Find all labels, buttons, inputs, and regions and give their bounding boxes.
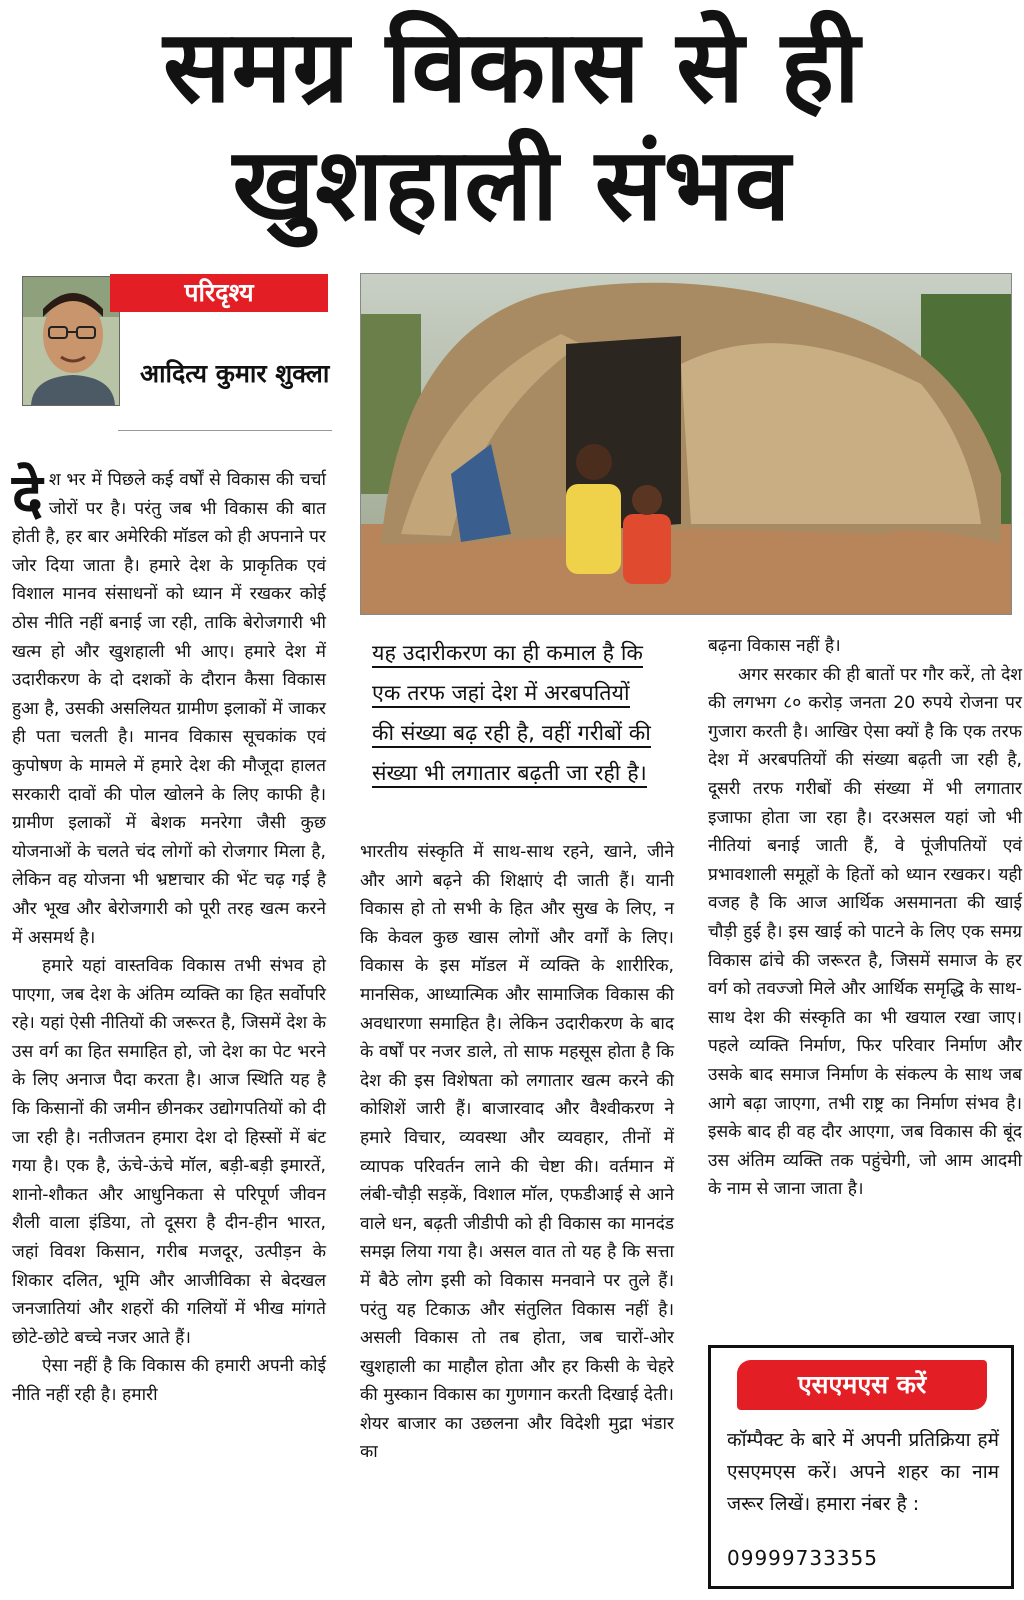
- byline-divider: [118, 430, 332, 431]
- article-photo: [360, 273, 1012, 615]
- section-tag: परिदृश्य: [110, 274, 328, 312]
- article-paragraph: अगर सरकार की ही बातों पर गौर करें, तो देश की लगभग ८० करोड़ जनता 20 रुपये रोजना पर गुजारा करती है। आखिर ऐसा क्यों है कि एक तरफ देश में अरबपतियों की संख्या बढ़ती जा रही है, दूसरी तरफ गरीबों की संख्या में भी लगातार इजाफा होता जा रहा है। दरअसल यहां जो भी नीतियां बनाई जाती हैं, वे पूंजीपतियों एवं प्रभावशाली समूहों के हितों को ध्यान रखकर। यही वजह है कि आज आर्थिक असमानता की खाई चौड़ी हुई है। इस खाई को पाटने के लिए एक समग्र विकास ढांचे की जरूरत है, जिसमें समाज के हर वर्ग को तवज्जो मिले और आर्थिक समृद्धि के साथ-साथ देश की संस्कृति का भी खयाल रखा जाए। पहले व्यक्ति निर्माण, फिर परिवार निर्माण और उसके बाद समाज निर्माण के संकल्प के साथ जब आगे बढ़ा जाएगा, तभी राष्ट्र का निर्माण संभव है। इसके बाद ही वह दौर आएगा, जब विकास की बूंद उस अंतिम व्यक्ति तक पहुंचेगी, जो आम आदमी के नाम से जाना जाता है।: [708, 664, 1022, 1200]
- article-paragraph: ऐसा नहीं है कि विकास की हमारी अपनी कोई नीति नहीं रही है। हमारी: [12, 1356, 326, 1405]
- headline-line-1: समग्र विकास से ही: [163, 8, 861, 125]
- sms-number: 09999733355: [727, 1546, 878, 1570]
- author-photo: [22, 276, 120, 406]
- sms-box-body: कॉम्पैक्ट के बारे में अपनी प्रतिक्रिया हमें एसएमएस करें। अपने शहर का नाम जरूर लिखें। हमारा नंबर है :: [727, 1429, 999, 1515]
- article-paragraph: हमारे यहां वास्तविक विकास तभी संभव हो पाएगा, जब देश के अंतिम व्यक्ति का हित सर्वोपरि रहे। यहां ऐसी नीतियों की जरूरत है, जिसमें देश के उस वर्ग का हित समाहित हो, जो देश का पेट भरने के लिए अनाज पैदा करता है। आज स्थिति यह है कि किसानों की जमीन छीनकर उद्योगपतियों को दी जा रही है। नतीजतन हमारा देश दो हिस्सों में बंट गया है। एक है, ऊंचे-ऊंचे मॉल, बड़ी-बड़ी इमारतें, शानो-शौकत और आधुनिकता से परिपूर्ण जीवन शैली वाला इंडिया, तो दूसरा है दीन-हीन भारत, जहां विवश किसान, गरीब मजदूर, उत्पीड़न के शिकार दलित, भूमि और आजीविका से बेदखल जनजातियां और शहरों की गलियों में भीख मांगते छोटे-छोटे बच्चे नजर आते हैं।: [12, 956, 326, 1348]
- pull-quote: [372, 634, 654, 794]
- headline: [0, 8, 1024, 244]
- drop-cap: दे: [12, 461, 43, 529]
- author-portrait-image: [23, 277, 119, 405]
- paragraph-text: श भर में पिछले कई वर्षों से विकास की चर्चा जोरों पर है। परंतु जब भी विकास की बात होती है, हर बार अमेरिकी मॉडल को ही अपनाने पर जोर दिया जाता है। हमारे देश के प्राकृतिक एवं विशाल मानव संसाधनों को ध्यान में रखकर कोई ठोस नीति नहीं बनाई जा रही, ताकि बेरोजगारी भी खत्म हो और खुशहाली भी आए। हमारे देश में उदारीकरण के दो दशकों के दौरान कैसा विकास हुआ है, उसकी असलियत ग्रामीण इलाकों में जाकर ही पता चलती है। मानव विकास सूचकांक एवं कुपोषण के मामले में हमारे देश की मौजूदा हालत सरकारी दावों की पोल खोलने के लिए काफी है। ग्रामीण इलाकों में बेशक मनरेगा जैसी कुछ योजनाओं के चलते चंद लोगों को रोजगार मिला है, लेकिन वह योजना भी भ्रष्टाचार की भेंट चढ़ गई है और भूख और बेरोजगारी को पूरी तरह खत्म करने में असमर्थ है।: [12, 470, 326, 948]
- sms-feedback-box: [708, 1345, 1014, 1589]
- author-name: आदित्य कुमार शुक्ला: [140, 359, 330, 388]
- article-column-2: [360, 838, 674, 1467]
- hut-children-image: [361, 274, 1011, 614]
- sms-box-title: एसएमएस करें: [737, 1360, 987, 1410]
- article-column-1: [12, 461, 326, 1410]
- pull-quote-text: यह उदारीकरण का ही कमाल है कि एक तरफ जहां देश में अरबपतियों की संख्या बढ़ रही है, वहीं गरीबों की संख्या भी लगातार बढ़ती जा रही है।: [372, 641, 651, 786]
- article-paragraph: [12, 461, 326, 952]
- article-paragraph: बढ़ना विकास नहीं है।: [708, 636, 841, 656]
- headline-line-2: खुशहाली संभव: [232, 126, 792, 243]
- article-column-3: [708, 632, 1022, 1204]
- article-paragraph: भारतीय संस्कृति में साथ-साथ रहने, खाने, जीने और आगे बढ़ने की शिक्षाएं दी जाती हैं। यानी विकास हो तो सभी के हित और सुख के लिए, न कि केवल कुछ खास लोगों और वर्गों के लिए। विकास के इस मॉडल में व्यक्ति के शारीरिक, मानसिक, आध्यात्मिक और सामाजिक विकास की अवधारणा समाहित है। लेकिन उदारीकरण के बाद के वर्षों पर नजर डाले, तो साफ महसूस होता है कि देश की इस विशेषता को लगातार खत्म करने की कोशिशें जारी हैं। बाजारवाद और वैश्वीकरण ने हमारे विचार, व्यवस्था और व्यवहार, तीनों में व्यापक परिवर्तन लाने की चेष्टा की। वर्तमान में लंबी-चौड़ी सड़कें, विशाल मॉल, एफडीआई से आने वाले धन, बढ़ती जीडीपी को ही विकास का मानदंड समझ लिया गया है। असल वात तो यह है कि सत्ता में बैठे लोग इसी को विकास मनवाने पर तुले हैं। परंतु यह टिकाऊ और संतुलित विकास नहीं है। असली विकास तो तब होता, जब चारों-ओर खुशहाली का माहौल होता और हर किसी के चेहरे की मुस्कान विकास का गुणगान करती दिखाई देती। शेयर बाजार का उछलना और विदेशी मुद्रा भंडार का: [360, 842, 674, 1463]
